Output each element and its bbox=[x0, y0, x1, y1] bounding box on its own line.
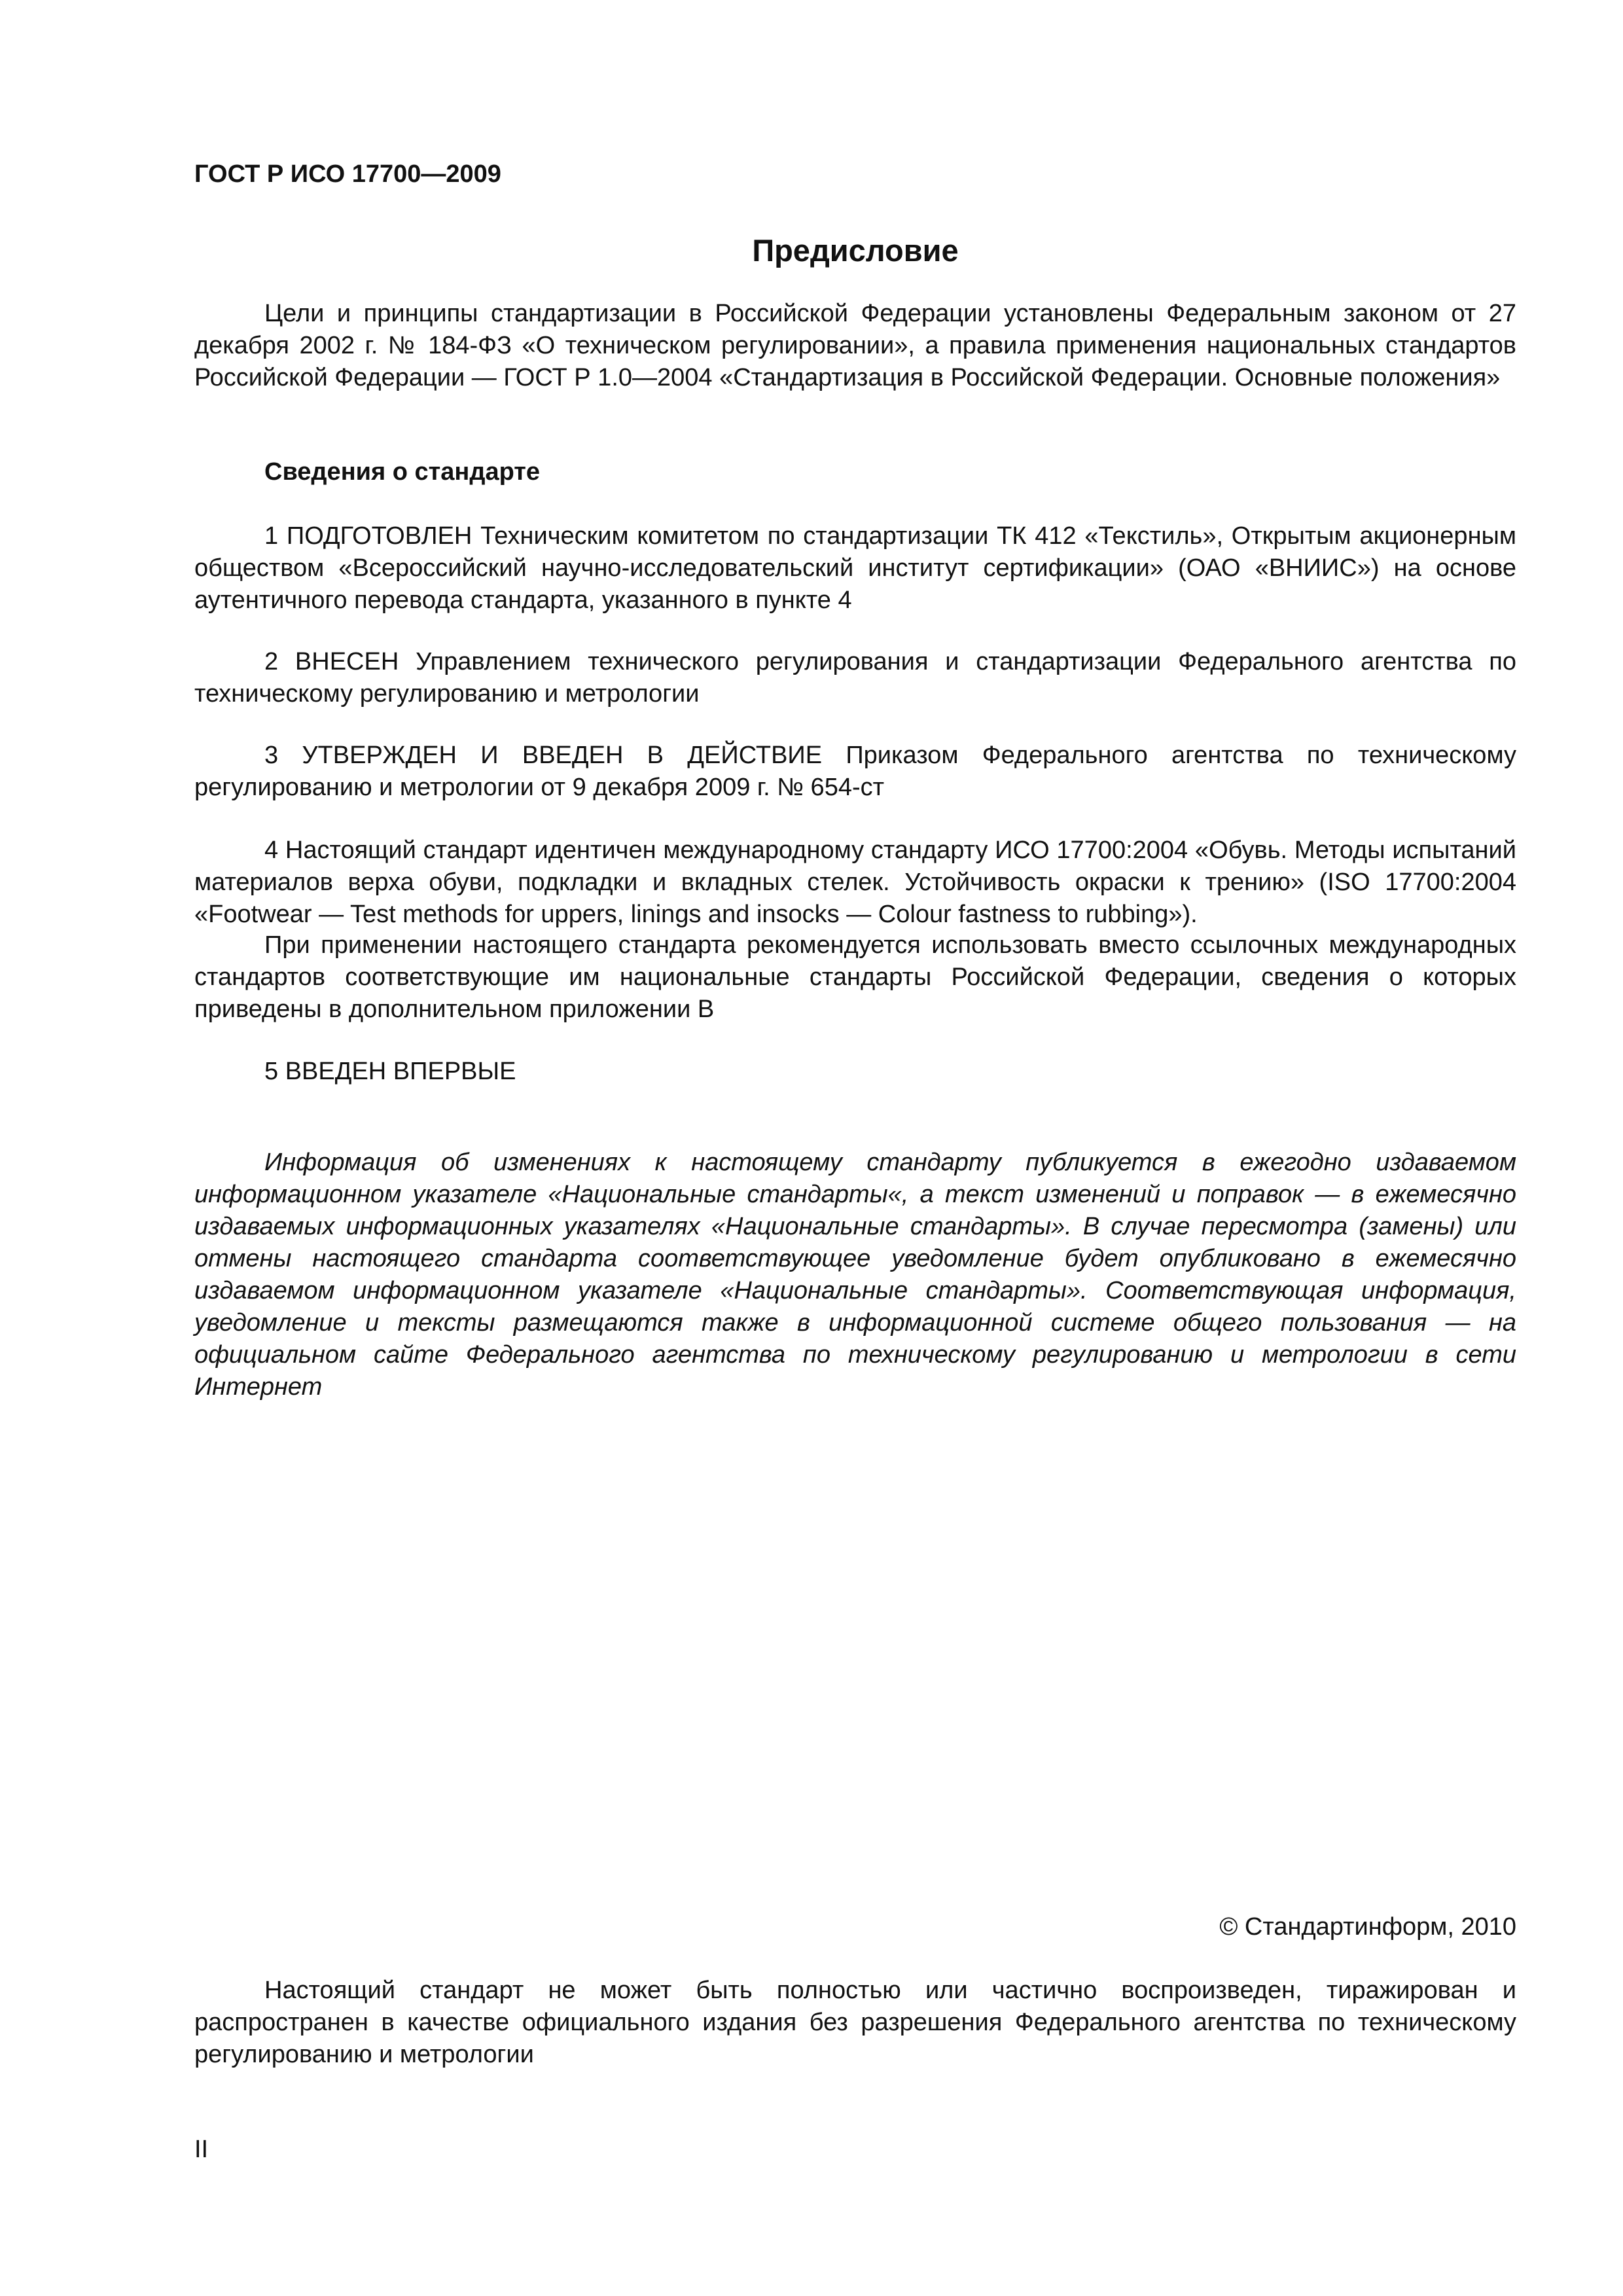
item-3-paragraph: 3 УТВЕРЖДЕН И ВВЕДЕН В ДЕЙСТВИЕ Приказом Федерального агентства по техническому регулированию и метрологии от 9 декабря 2009 г. № 654-ст bbox=[194, 742, 1516, 801]
item-1-paragraph: 1 ПОДГОТОВЛЕН Техническим комитетом по стандартизации ТК 412 «Текстиль», Открытым акционерным обществом «Всероссийский научно-исследовательский институт сертификации» (ОАО «ВНИИС») на основе аутентичного перевода стандарта, указанного в пункте 4 bbox=[194, 522, 1516, 614]
item-2-paragraph: 2 ВНЕСЕН Управлением технического регулирования и стандартизации Федерального агентства по техническому регулированию и метрологии bbox=[194, 648, 1516, 708]
item-5-paragraph: 5 ВВЕДЕН ВПЕРВЫЕ bbox=[264, 1058, 516, 1085]
page-title: Предисловие bbox=[752, 233, 959, 268]
standard-info-heading: Сведения о стандарте bbox=[264, 458, 541, 486]
document-code-header: ГОСТ Р ИСО 17700—2009 bbox=[194, 160, 501, 188]
item-4-paragraph: 4 Настоящий стандарт идентичен международному стандарту ИСО 17700:2004 «Обувь. Методы испытаний материалов верха обуви, подкладки и вкладных стелек. Устойчивость окраски к трению» (ISO 17700:2004 «Footwear — Test methods for uppers, linings and insocks — Colour fastness to rubbing»). bbox=[194, 836, 1516, 928]
page-number: II bbox=[194, 2136, 209, 2163]
copyright-line: © Стандартинформ, 2010 bbox=[1219, 1913, 1516, 1941]
reproduction-notice-paragraph: Настоящий стандарт не может быть полностью или частично воспроизведен, тиражирован и распространен в качестве официального издания без разрешения Федерального агентства по техническому регулированию и метрологии bbox=[194, 1977, 1516, 2068]
intro-paragraph: Цели и принципы стандартизации в Российской Федерации установлены Федеральным законом от 27 декабря 2002 г. № 184-ФЗ «О техническом регулировании», а правила применения национальных стандартов Российской Федерации — ГОСТ Р 1.0—2004 «Стандартизация в Российской Федерации. Основные положения» bbox=[194, 300, 1516, 391]
amendments-notice-paragraph: Информация об изменениях к настоящему стандарту публикуется в ежегодно издаваемом информационном указателе «Национальные стандарты«, а текст изменений и поправок — в ежемесячно издаваемых информационных указателях «Национальные стандарты». В случае пересмотра (замены) или отмены настоящего стандарта соответствующее уведомление будет опубликовано в ежемесячно издаваемом информационном указателе «Национальные стандарты». Соответствующая информация, уведомление и тексты размещаются также в информационной системе общего пользования — на официальном сайте Федерального агентства по техническому регулированию и метрологии в сети Интернет bbox=[194, 1149, 1516, 1401]
item-4-note-paragraph: При применении настоящего стандарта рекомендуется использовать вместо ссылочных международных стандартов соответствующие им национальные стандарты Российской Федерации, сведения о которых приведены в дополнительном приложении В bbox=[194, 931, 1516, 1023]
